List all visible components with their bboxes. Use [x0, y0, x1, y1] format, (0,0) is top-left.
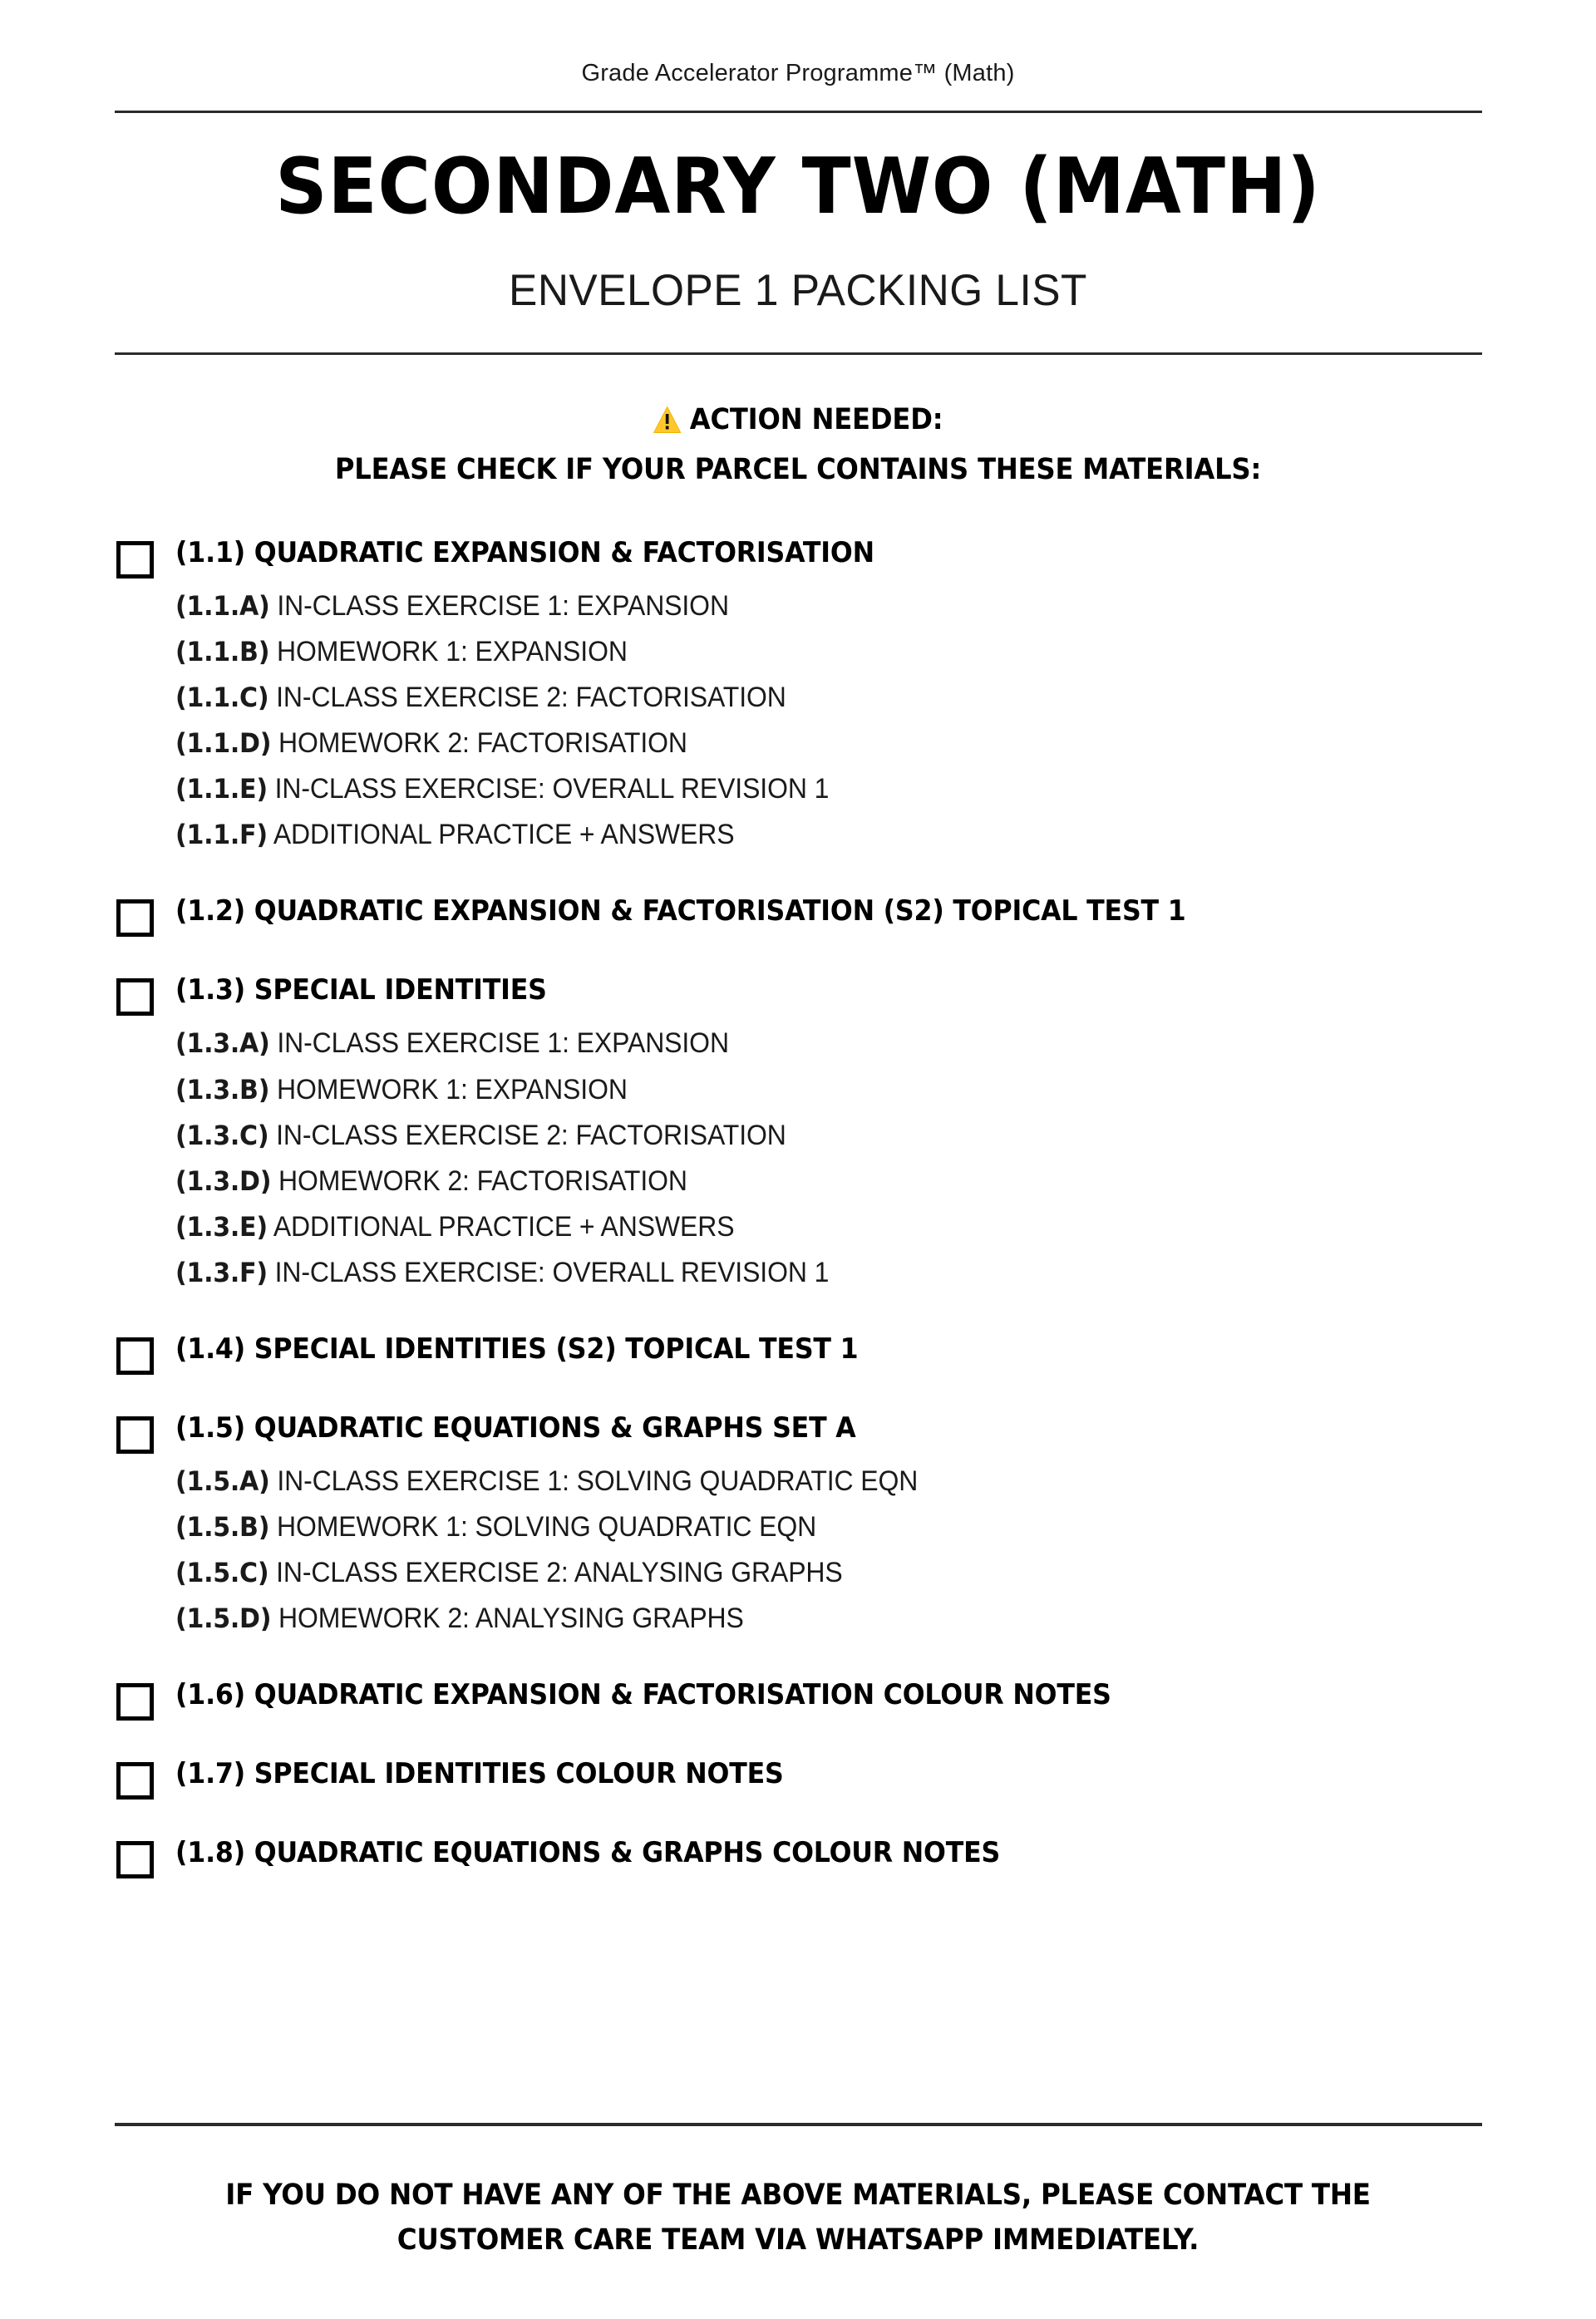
subitem-code: (1.5.A) — [175, 1465, 270, 1497]
subitem-label: IN-CLASS EXERCISE 1: SOLVING QUADRATIC EQN — [277, 1465, 919, 1497]
subitem-label: IN-CLASS EXERCISE 2: FACTORISATION — [276, 682, 786, 714]
page-title: SECONDARY TWO (MATH) — [275, 141, 1321, 231]
checklist-group-header[interactable] — [116, 1757, 1496, 1800]
action-needed-heading — [64, 403, 1532, 436]
list-item — [175, 629, 1417, 675]
checklist-group — [116, 536, 1496, 858]
list-item — [175, 1250, 1417, 1296]
subitem-label: HOMEWORK 2: FACTORISATION — [278, 727, 687, 760]
subitem-label: HOMEWORK 2: FACTORISATION — [278, 1164, 687, 1197]
list-item — [175, 675, 1417, 721]
checklist-group — [116, 1411, 1496, 1642]
checklist-group-title: (1.2) QUADRATIC EXPANSION & FACTORISATION (S2) TOPICAL TEST 1 — [175, 894, 1186, 928]
checklist-subitem-list — [175, 1459, 1496, 1642]
list-item — [175, 812, 1417, 858]
checklist-group-title: (1.6) QUADRATIC EXPANSION & FACTORISATION COLOUR NOTES — [175, 1678, 1111, 1712]
list-item — [175, 1021, 1417, 1066]
checklist-group-title: (1.7) SPECIAL IDENTITIES COLOUR NOTES — [175, 1757, 784, 1791]
checklist-group-header[interactable] — [116, 973, 1496, 1016]
page-subtitle: ENVELOPE 1 PACKING LIST — [509, 266, 1087, 315]
checklist-subitem-list — [175, 1021, 1496, 1295]
subitem-label: HOMEWORK 1: SOLVING QUADRATIC EQN — [276, 1511, 817, 1544]
list-item — [175, 1596, 1417, 1642]
subitem-label: HOMEWORK 2: ANALYSING GRAPHS — [278, 1603, 744, 1635]
footer-notice — [56, 2173, 1540, 2263]
checkbox-1-7[interactable] — [116, 1762, 154, 1800]
list-item — [175, 1159, 1417, 1204]
subitem-label: IN-CLASS EXERCISE: OVERALL REVISION 1 — [274, 773, 830, 805]
subitem-label: HOMEWORK 1: EXPANSION — [276, 636, 628, 668]
footer-notice-line-2: CUSTOMER CARE TEAM VIA WHATSAPP IMMEDIATELY. — [397, 2223, 1199, 2257]
action-needed-block — [0, 403, 1596, 486]
list-item — [175, 583, 1417, 629]
list-item — [175, 1459, 1417, 1504]
checklist-group-title: (1.1) QUADRATIC EXPANSION & FACTORISATION — [175, 536, 874, 569]
warning-triangle-icon — [653, 406, 682, 434]
action-needed-text: ACTION NEEDED: — [689, 403, 943, 436]
list-item — [175, 1504, 1417, 1550]
list-item — [175, 1067, 1417, 1113]
checklist-group — [116, 1757, 1496, 1800]
subitem-code: (1.3.B) — [175, 1073, 270, 1105]
checkbox-1-5[interactable] — [116, 1416, 154, 1454]
checklist-group-title: (1.3) SPECIAL IDENTITIES — [175, 973, 547, 1007]
checklist-group-header[interactable] — [116, 1332, 1496, 1375]
subitem-label: HOMEWORK 1: EXPANSION — [276, 1073, 628, 1105]
subitem-code: (1.3.F) — [175, 1256, 268, 1288]
subitem-code: (1.1.D) — [175, 727, 272, 760]
action-instruction-text: PLEASE CHECK IF YOUR PARCEL CONTAINS THESE MATERIALS: — [334, 453, 1262, 486]
subitem-code: (1.1.F) — [175, 819, 268, 851]
checklist-group-header[interactable] — [116, 536, 1496, 579]
checklist-group — [116, 973, 1496, 1295]
subitem-code: (1.1.C) — [175, 682, 269, 714]
footer-notice-line-1: IF YOU DO NOT HAVE ANY OF THE ABOVE MATERIALS, PLEASE CONTACT THE — [225, 2178, 1371, 2212]
programme-label: Grade Accelerator Programme™ (Math) — [581, 60, 1015, 86]
checklist-group-header[interactable] — [116, 1678, 1496, 1721]
subitem-code: (1.3.E) — [175, 1210, 268, 1243]
checklist-group — [116, 894, 1496, 937]
checklist-group — [116, 1836, 1496, 1878]
materials-checklist — [0, 536, 1596, 1878]
checkbox-1-2[interactable] — [116, 899, 154, 937]
subitem-code: (1.3.D) — [175, 1164, 272, 1197]
checklist-group-header[interactable] — [116, 1411, 1496, 1454]
subitem-code: (1.5.D) — [175, 1603, 272, 1635]
subitem-label: IN-CLASS EXERCISE 2: FACTORISATION — [276, 1119, 786, 1151]
list-item — [175, 721, 1417, 766]
checklist-subitem-list — [175, 583, 1496, 858]
subitem-code: (1.3.A) — [175, 1027, 270, 1060]
list-item — [175, 1113, 1417, 1159]
checklist-group — [116, 1332, 1496, 1375]
list-item — [175, 766, 1417, 812]
checklist-group-header[interactable] — [116, 1836, 1496, 1878]
checklist-group-title: (1.4) SPECIAL IDENTITIES (S2) TOPICAL TEST 1 — [175, 1332, 859, 1366]
checklist-group-title: (1.5) QUADRATIC EQUATIONS & GRAPHS SET A — [175, 1411, 856, 1445]
checkbox-1-1[interactable] — [116, 541, 154, 579]
checkbox-1-4[interactable] — [116, 1337, 154, 1375]
list-item — [175, 1550, 1417, 1596]
subitem-code: (1.1.E) — [175, 773, 268, 805]
checkbox-1-3[interactable] — [116, 978, 154, 1016]
footer-divider — [115, 2123, 1482, 2126]
subitem-code: (1.1.B) — [175, 636, 270, 668]
header-divider-top — [115, 111, 1482, 113]
checkbox-1-6[interactable] — [116, 1683, 154, 1721]
subitem-label: ADDITIONAL PRACTICE + ANSWERS — [273, 819, 735, 851]
list-item — [175, 1204, 1417, 1250]
subitem-label: IN-CLASS EXERCISE: OVERALL REVISION 1 — [274, 1256, 830, 1288]
subitem-code: (1.3.C) — [175, 1119, 269, 1151]
checklist-group-title: (1.8) QUADRATIC EQUATIONS & GRAPHS COLOUR NOTES — [175, 1836, 1001, 1870]
subitem-label: IN-CLASS EXERCISE 1: EXPANSION — [277, 1027, 729, 1060]
subitem-label: IN-CLASS EXERCISE 2: ANALYSING GRAPHS — [276, 1557, 843, 1589]
subitem-code: (1.5.B) — [175, 1511, 270, 1544]
subitem-label: ADDITIONAL PRACTICE + ANSWERS — [273, 1210, 735, 1243]
subitem-code: (1.5.C) — [175, 1557, 269, 1589]
header-divider-bottom — [115, 352, 1482, 355]
footer — [0, 2123, 1596, 2263]
checklist-group-header[interactable] — [116, 894, 1496, 937]
checkbox-1-8[interactable] — [116, 1841, 154, 1878]
subitem-code: (1.1.A) — [175, 590, 270, 622]
checklist-group — [116, 1678, 1496, 1721]
subitem-label: IN-CLASS EXERCISE 1: EXPANSION — [277, 590, 729, 622]
